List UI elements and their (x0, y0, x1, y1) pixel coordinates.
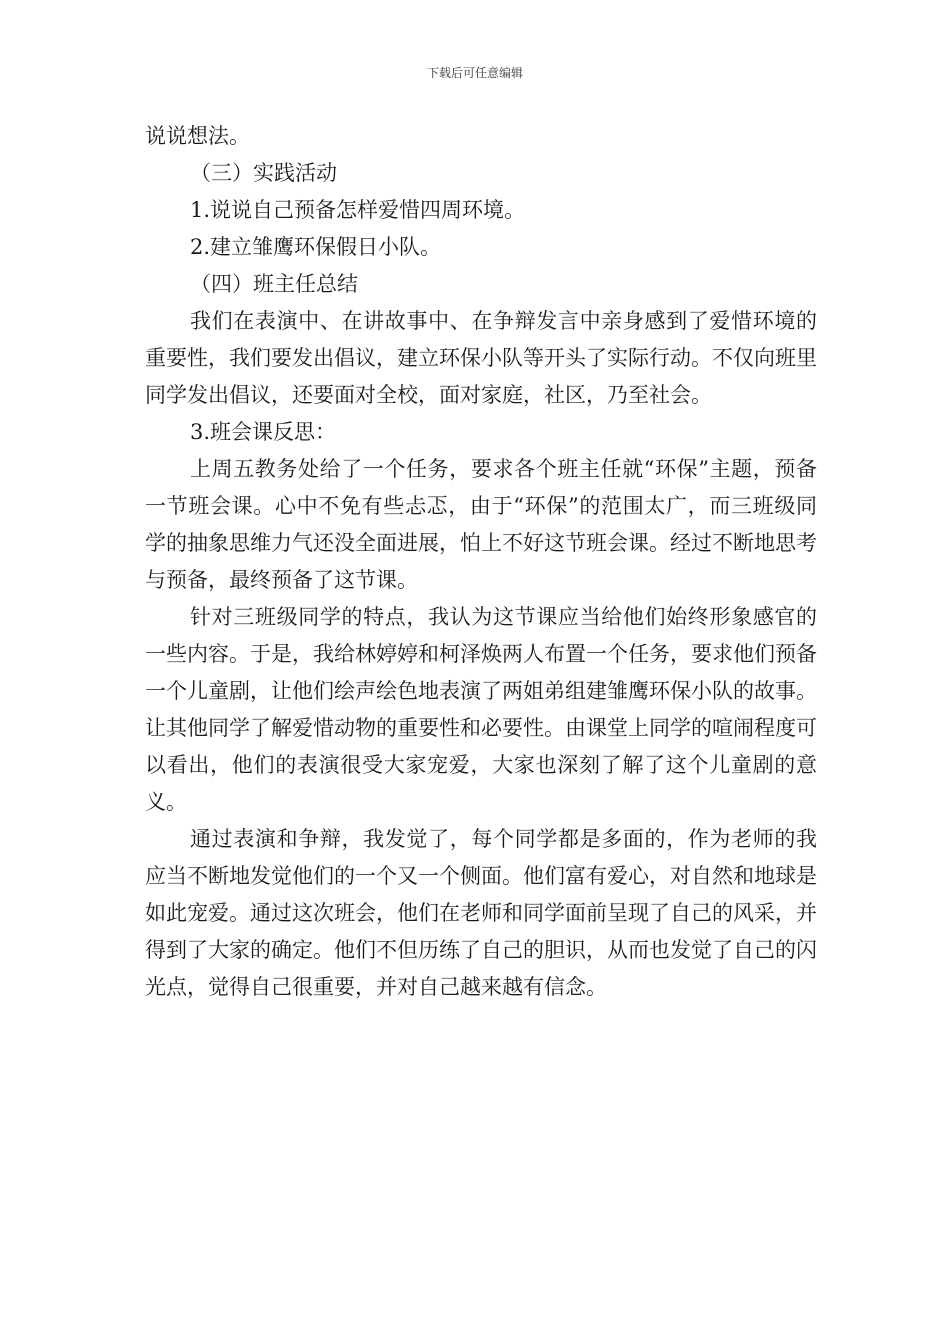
document-body (145, 118, 817, 1006)
section-heading-practice: （三）实践活动 (190, 161, 337, 185)
section-heading-reflection: 3.班会课反思： (190, 420, 337, 444)
page-header: 下载后可任意编辑 (426, 66, 523, 80)
paragraph-reflection-1: 上周五教务处给了一个任务，要求各个班主任就“环保”主题，预备一节班会课。心中不免有些忐忑，由于“环保”的范围太广，而三班级同学的抽象思维力气还没全面进展，怕上不好这节班会课。经过不断地思考与预备，最终预备了这节课。 (145, 457, 817, 592)
list-item-1: 1.说说自己预备怎样爱惜四周环境。 (190, 198, 526, 222)
paragraph-reflection-2: 针对三班级同学的特点，我认为这节课应当给他们始终形象感官的一些内容。于是，我给林婷婷和柯泽焕两人布置一个任务，要求他们预备一个儿童剧，让他们绘声绘色地表演了两姐弟组建雏鹰环保小队的故事。让其他同学了解爱惜动物的重要性和必要性。由课堂上同学的喧闹程度可以看出，他们的表演很受大家宠爱，大家也深刻了解了这个儿童剧的意义。 (145, 605, 817, 814)
paragraph-intro: 说说想法。 (145, 124, 250, 148)
list-item-2: 2.建立雏鹰环保假日小队。 (190, 235, 442, 259)
paragraph-reflection-3: 通过表演和争辩，我发觉了，每个同学都是多面的，作为老师的我应当不断地发觉他们的一个又一个侧面。他们富有爱心，对自然和地球是如此宠爱。通过这次班会，他们在老师和同学面前呈现了自己的风采，并得到了大家的确定。他们不但历练了自己的胆识，从而也发觉了自己的闪光点，觉得自己很重要，并对自己越来越有信念。 (145, 827, 817, 999)
section-heading-summary: （四）班主任总结 (190, 272, 358, 296)
paragraph-summary: 我们在表演中、在讲故事中、在争辩发言中亲身感到了爱惜环境的重要性，我们要发出倡议，建立环保小队等开头了实际行动。不仅向班里同学发出倡议，还要面对全校，面对家庭，社区，乃至社会。 (145, 309, 817, 407)
